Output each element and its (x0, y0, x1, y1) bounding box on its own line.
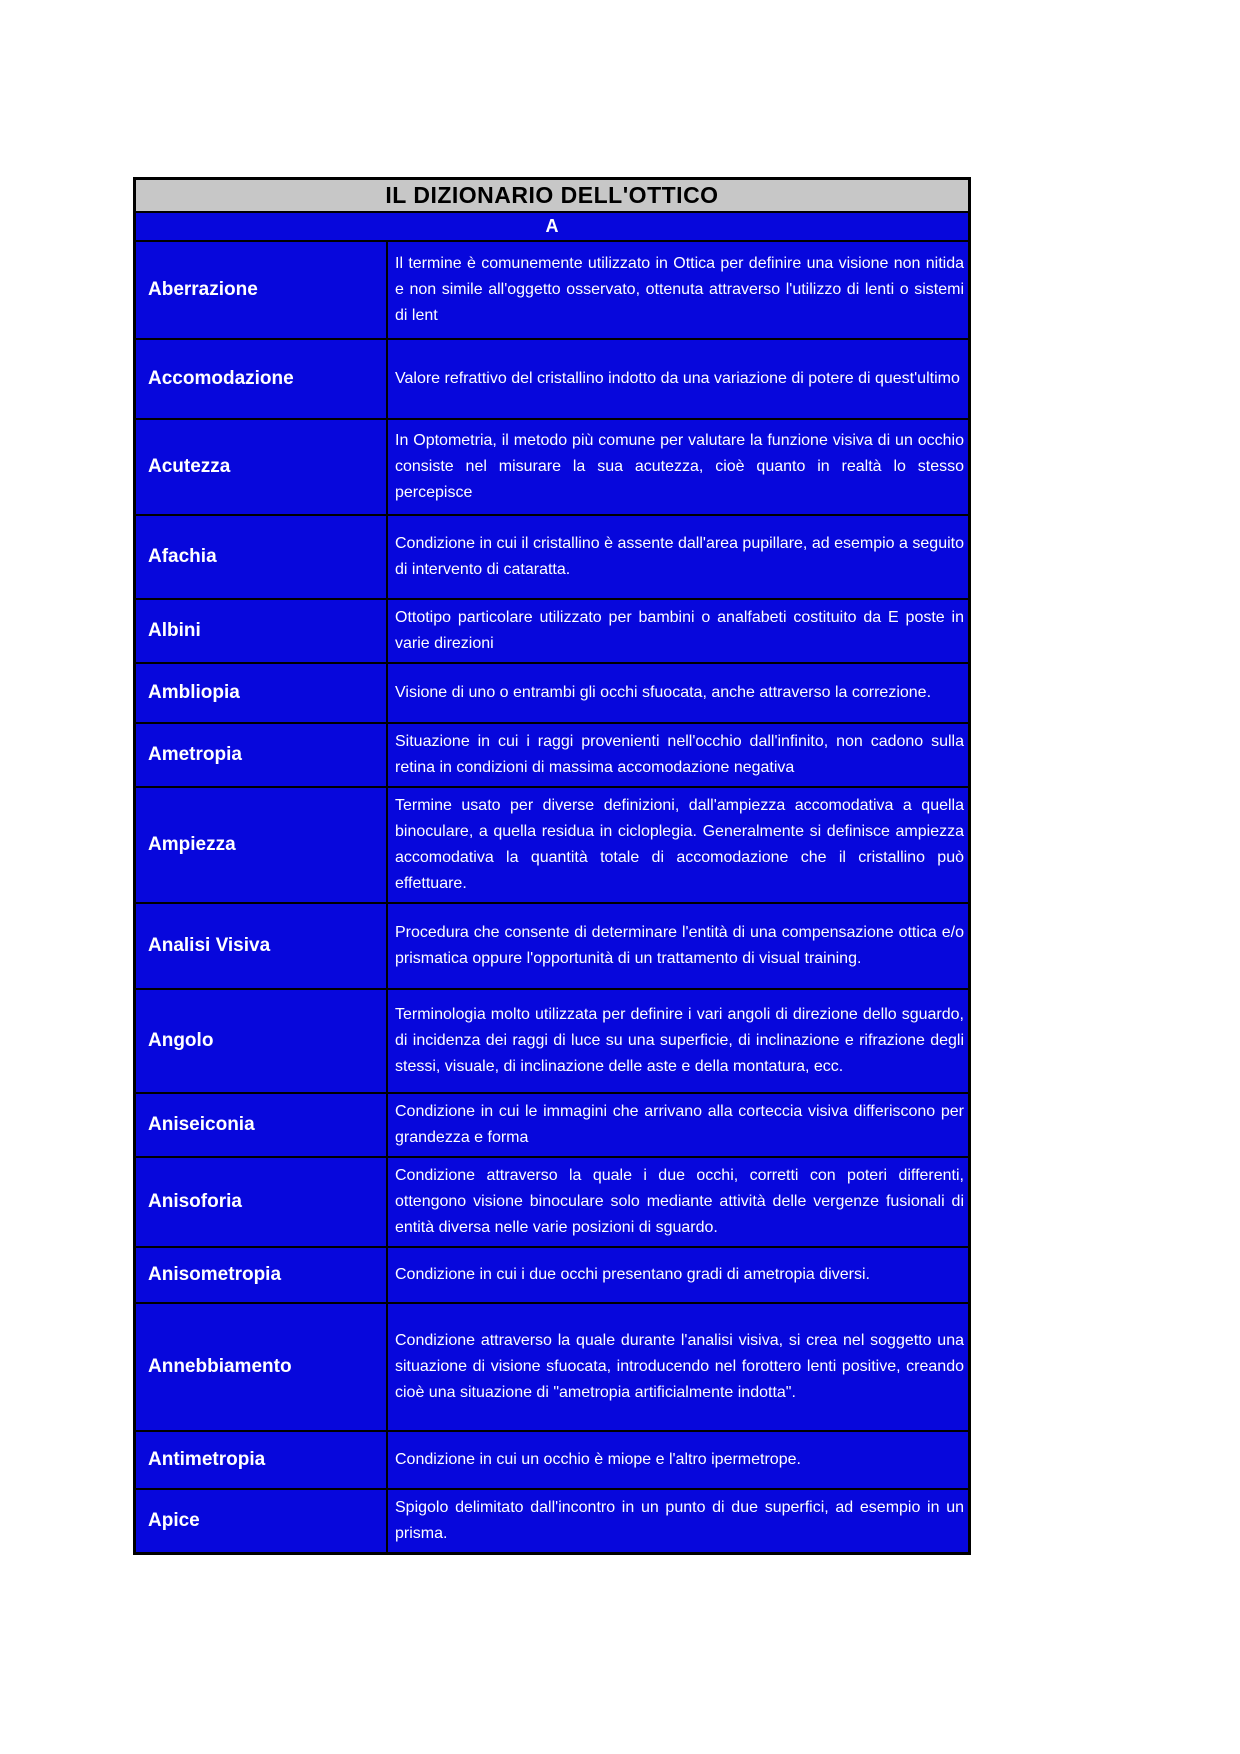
term-cell (136, 664, 388, 722)
definition-text: Spigolo delimitato dall'incontro in un punto di due superfici, ad esempio in un prisma. (395, 1499, 964, 1542)
term-cell (136, 990, 388, 1092)
term-cell (136, 340, 388, 418)
definition-cell (388, 788, 968, 902)
table-row (136, 1432, 968, 1490)
table-row (136, 1490, 968, 1552)
definition-cell (388, 1158, 968, 1246)
definition-text: Condizione attraverso la quale durante l'analisi visiva, si crea nel soggetto una situazione di visione sfuocata, introducendo nel forottero lenti positive, creando cioè una situazione di "ametropia artificialmente indotta". (395, 1332, 964, 1401)
definition-cell (388, 1432, 968, 1488)
definition-text: In Optometria, il metodo più comune per valutare la funzione visiva di un occhio consiste nel misurare la sua acutezza, cioè quanto in realtà lo stesso percepisce (395, 432, 964, 501)
term-cell (136, 516, 388, 598)
term-cell (136, 724, 388, 786)
table-row (136, 516, 968, 600)
definition-text: Condizione in cui un occhio è miope e l'altro ipermetrope. (395, 1451, 801, 1468)
definition-cell (388, 340, 968, 418)
section-header-a: A (136, 213, 968, 242)
table-row (136, 990, 968, 1094)
term-label: Apice (148, 1510, 200, 1531)
definition-text: Terminologia molto utilizzata per definire i vari angoli di direzione dello sguardo, di incidenza dei raggi di luce su una superficie, di inclinazione e rifrazione degli stessi, visuale, di inclinazione delle aste e della montatura, ecc. (395, 1006, 964, 1075)
definition-cell (388, 516, 968, 598)
term-cell (136, 242, 388, 338)
definition-cell (388, 600, 968, 662)
term-cell (136, 1304, 388, 1430)
term-label: Accomodazione (148, 368, 294, 389)
term-label: Ampiezza (148, 834, 236, 855)
definition-cell (388, 1248, 968, 1302)
definition-text: Valore refrattivo del cristallino indotto da una variazione di potere di quest'ultimo (395, 370, 960, 387)
term-label: Anisoforia (148, 1191, 242, 1212)
term-label: Aniseiconia (148, 1114, 255, 1135)
term-cell (136, 1094, 388, 1156)
definition-cell (388, 1304, 968, 1430)
term-cell (136, 420, 388, 514)
definition-text: Procedura che consente di determinare l'entità di una compensazione ottica e/o prismatica oppure l'opportunità di un trattamento di visual training. (395, 924, 964, 967)
term-label: Analisi Visiva (148, 935, 271, 956)
table-row (136, 1248, 968, 1304)
table-row (136, 340, 968, 420)
definition-text: Termine usato per diverse definizioni, dall'ampiezza accomodativa a quella binoculare, a quella residua in cicloplegia. Generalmente si definisce ampiezza accomodativa la quantità totale di accomodazione che il cristallino può effettuare. (395, 797, 964, 892)
definition-cell (388, 1490, 968, 1552)
dictionary-table (133, 177, 971, 1555)
definition-cell (388, 724, 968, 786)
table-row (136, 904, 968, 990)
table-row (136, 420, 968, 516)
definition-text: Il termine è comunemente utilizzato in Ottica per definire una visione non nitida e non simile all'oggetto osservato, ottenuta attraverso l'utilizzo di lenti o sistemi di lent (395, 255, 964, 324)
table-row (136, 242, 968, 340)
definition-text: Ottotipo particolare utilizzato per bambini o analfabeti costituito da E poste in varie direzioni (395, 609, 964, 652)
term-label: Angolo (148, 1030, 214, 1051)
term-cell (136, 1490, 388, 1552)
page-title: IL DIZIONARIO DELL'OTTICO (136, 180, 968, 213)
term-cell (136, 788, 388, 902)
table-body (136, 242, 968, 1552)
term-cell (136, 600, 388, 662)
table-row (136, 1304, 968, 1432)
definition-cell (388, 990, 968, 1092)
table-row (136, 1158, 968, 1248)
term-cell (136, 1432, 388, 1488)
term-cell (136, 1158, 388, 1246)
term-label: Anisometropia (148, 1264, 282, 1285)
term-label: Acutezza (148, 456, 231, 477)
definition-cell (388, 904, 968, 988)
table-row (136, 600, 968, 664)
definition-text: Situazione in cui i raggi provenienti nell'occhio dall'infinito, non cadono sulla retina in condizioni di massima accomodazione negativa (395, 733, 964, 776)
definition-text: Visione di uno o entrambi gli occhi sfuocata, anche attraverso la correzione. (395, 684, 932, 701)
term-label: Afachia (148, 546, 217, 567)
definition-text: Condizione in cui le immagini che arrivano alla corteccia visiva differiscono per grandezza e forma (395, 1103, 964, 1146)
term-label: Ambliopia (148, 682, 240, 703)
term-label: Ametropia (148, 744, 242, 765)
term-label: Antimetropia (148, 1449, 266, 1470)
definition-text: Condizione attraverso la quale i due occhi, corretti con poteri differenti, ottengono visione binoculare solo mediante attività delle vergenze fusionali di entità diversa nelle varie posizioni di sguardo. (395, 1167, 964, 1236)
table-row (136, 1094, 968, 1158)
definition-cell (388, 1094, 968, 1156)
term-cell (136, 1248, 388, 1302)
term-label: Albini (148, 620, 201, 641)
definition-cell (388, 420, 968, 514)
definition-cell (388, 242, 968, 338)
table-row (136, 788, 968, 904)
term-label: Aberrazione (148, 279, 258, 300)
table-row (136, 724, 968, 788)
definition-text: Condizione in cui i due occhi presentano gradi di ametropia diversi. (395, 1266, 870, 1283)
definition-cell (388, 664, 968, 722)
definition-text: Condizione in cui il cristallino è assente dall'area pupillare, ad esempio a seguito di intervento di cataratta. (395, 535, 964, 578)
table-row (136, 664, 968, 724)
term-label: Annebbiamento (148, 1356, 292, 1377)
term-cell (136, 904, 388, 988)
